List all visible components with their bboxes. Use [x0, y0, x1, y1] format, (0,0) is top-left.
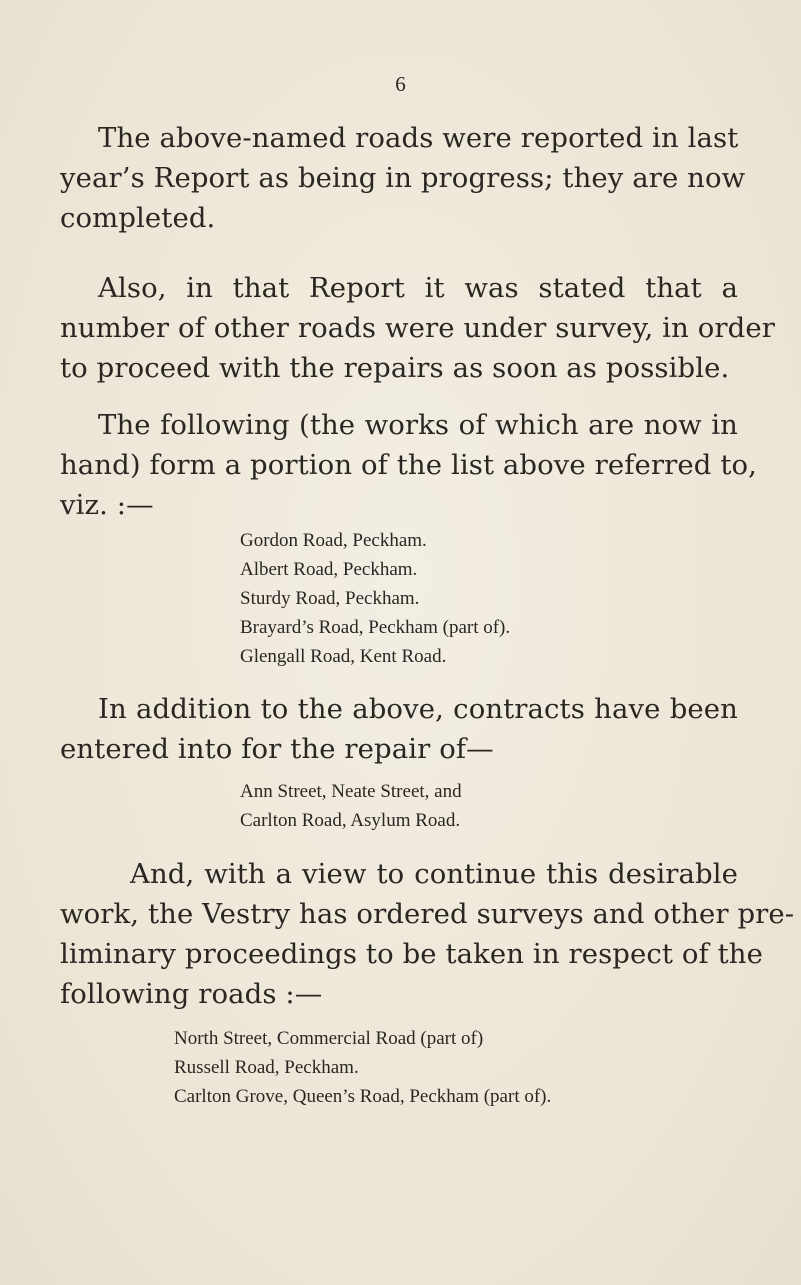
list-item: Glengall Road, Kent Road. [240, 646, 447, 667]
paragraph-contracts [60, 689, 738, 769]
text-line: hand) form a portion of the list above referred to, [60, 449, 757, 481]
text-line: following roads :— [60, 978, 323, 1010]
text-line: viz. :— [60, 489, 154, 521]
list-item: Gordon Road, Peckham. [240, 530, 427, 551]
list-item: Albert Road, Peckham. [240, 559, 418, 580]
list-item: Carlton Grove, Queen’s Road, Peckham (part of). [174, 1086, 552, 1107]
text-line: The following (the works of which are now in [98, 409, 738, 441]
text-line: to proceed with the repairs as soon as possible. [60, 352, 730, 384]
road-list-surveys [174, 1024, 551, 1111]
paragraph-roads-under-survey [60, 268, 775, 388]
text-line: The above-named roads were reported in last [98, 122, 739, 154]
text-line: completed. [60, 202, 216, 234]
paragraph-roads-completed [60, 118, 746, 238]
paragraph-works-in-hand [60, 405, 757, 525]
list-item: Russell Road, Peckham. [174, 1057, 359, 1078]
list-item: Brayard’s Road, Peckham (part of). [240, 617, 511, 638]
paragraph-surveys-ordered [60, 854, 795, 1014]
text-line: entered into for the repair of— [60, 733, 494, 765]
text-line: year’s Report as being in progress; they are now [60, 162, 746, 194]
text-line: number of other roads were under survey, in order [60, 312, 775, 344]
text-line: And, with a view to continue this desirable [130, 858, 738, 890]
road-list-contracts [240, 777, 462, 835]
text-line: In addition to the above, contracts have been [98, 693, 738, 725]
text-line: work, the Vestry has ordered surveys and other pre- [60, 898, 795, 930]
list-item: Sturdy Road, Peckham. [240, 588, 420, 609]
text-line: Also, in that Report it was stated that a [98, 272, 738, 304]
list-item: Carlton Road, Asylum Road. [240, 810, 461, 831]
list-item: Ann Street, Neate Street, and [240, 781, 462, 802]
road-list-in-hand [240, 526, 510, 671]
page-number: 6 [395, 72, 406, 96]
text-line: liminary proceedings to be taken in respect of the [60, 938, 763, 970]
list-item: North Street, Commercial Road (part of) [174, 1028, 484, 1049]
